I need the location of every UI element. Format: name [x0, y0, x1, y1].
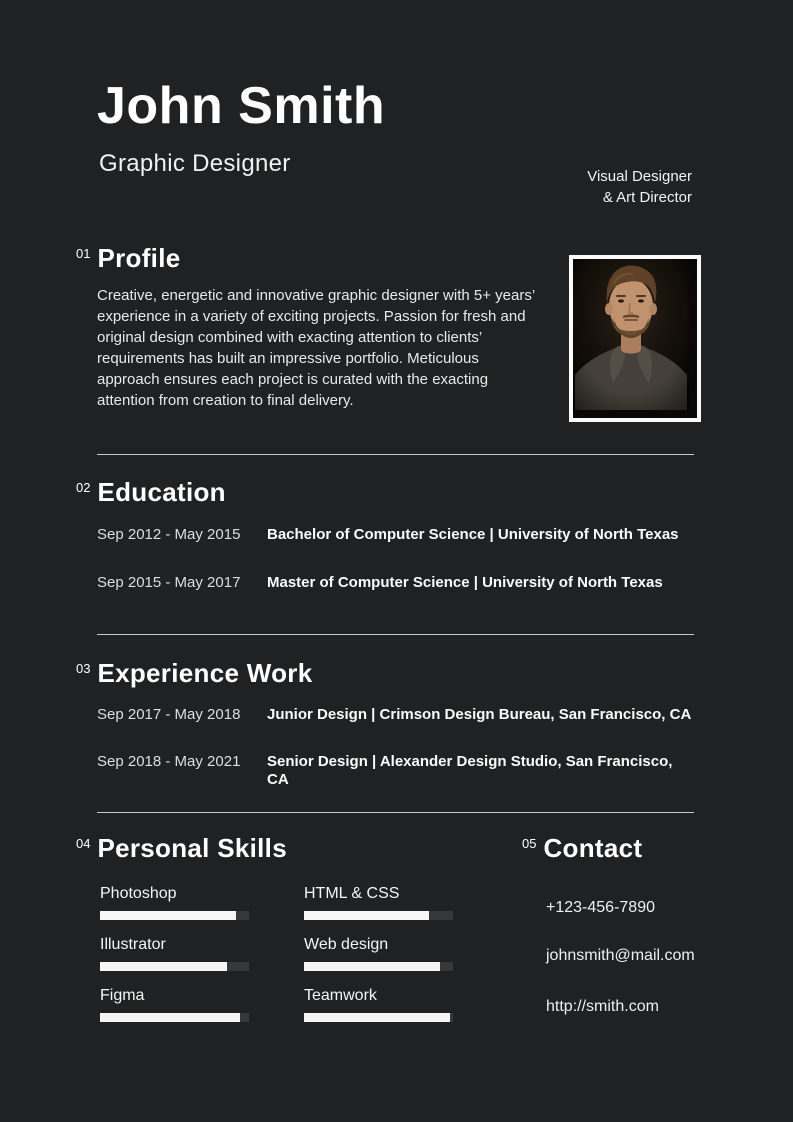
skill-bar-track — [304, 911, 453, 920]
section-number-education: 02 — [76, 480, 91, 495]
section-title-contact: Contact — [543, 833, 643, 863]
skill-bar-track — [304, 1013, 453, 1022]
skill-bar-fill — [304, 1013, 450, 1022]
skill-label: Photoshop — [100, 885, 177, 902]
skill-bar-fill — [100, 962, 227, 971]
skill-bar-fill — [100, 911, 236, 920]
education-description: Master of Computer Science | University of North Texas — [267, 574, 663, 591]
education-description: Bachelor of Computer Science | University of North Texas — [267, 526, 679, 543]
divider — [97, 634, 694, 635]
contact-phone: +123-456-7890 — [546, 899, 655, 916]
experience-description: Junior Design | Crimson Design Bureau, San Francisco, CA — [267, 706, 692, 723]
experience-date: Sep 2018 - May 2021 — [97, 753, 241, 770]
section-heading-profile — [76, 245, 180, 271]
role-subtitle: Graphic Designer — [99, 150, 291, 177]
skill-bar-track — [100, 1013, 249, 1022]
section-heading-experience — [76, 660, 312, 686]
skill-bar-track — [100, 962, 249, 971]
section-heading-contact — [522, 835, 642, 861]
portrait-photo — [569, 255, 701, 422]
section-title-profile: Profile — [97, 243, 181, 273]
side-role-line1: Visual Designer — [587, 168, 692, 185]
section-number-experience: 03 — [76, 661, 91, 676]
divider — [97, 454, 694, 455]
education-date: Sep 2012 - May 2015 — [97, 526, 241, 543]
contact-email: johnsmith@mail.com — [546, 947, 695, 964]
profile-summary: Creative, energetic and innovative graphic designer with 5+ years’ experience in a variety of exciting projects. Passion for fresh and original design combined with exacting attention to clients’ requirements has built an impressive portfolio. Meticulous approach ensures each project is curated with the exacting attention from creation to final delivery. — [97, 287, 535, 409]
skill-item — [100, 936, 249, 971]
section-number-profile: 01 — [76, 246, 91, 261]
education-date: Sep 2015 - May 2017 — [97, 574, 241, 591]
skill-bar-fill — [100, 1013, 240, 1022]
skill-item — [304, 885, 453, 920]
skill-label: HTML & CSS — [304, 885, 400, 902]
education-row — [97, 526, 697, 544]
skill-bar-fill — [304, 962, 440, 971]
experience-row — [97, 706, 697, 724]
side-role-line2: & Art Director — [602, 189, 692, 206]
experience-date: Sep 2017 - May 2018 — [97, 706, 241, 723]
section-heading-education — [76, 479, 226, 505]
page-title: John Smith — [97, 77, 386, 135]
skill-item — [304, 936, 453, 971]
experience-description: Senior Design | Alexander Design Studio, San Francisco, CA — [267, 753, 673, 788]
skill-bar-track — [304, 962, 453, 971]
divider — [97, 812, 694, 813]
education-row — [97, 574, 697, 592]
skill-label: Illustrator — [100, 936, 166, 953]
side-role — [587, 166, 692, 208]
skill-label: Teamwork — [304, 987, 377, 1004]
man-portrait-illustration — [573, 259, 689, 410]
section-title-experience: Experience Work — [97, 658, 313, 688]
section-heading-skills — [76, 835, 287, 861]
skill-item — [304, 987, 453, 1022]
skill-item — [100, 885, 249, 920]
skill-bar-fill — [304, 911, 429, 920]
section-number-contact: 05 — [522, 836, 537, 851]
skill-item — [100, 987, 249, 1022]
section-number-skills: 04 — [76, 836, 91, 851]
section-title-education: Education — [97, 477, 226, 507]
skill-label: Figma — [100, 987, 145, 1004]
contact-website: http://smith.com — [546, 998, 659, 1015]
skill-label: Web design — [304, 936, 389, 953]
skill-bar-track — [100, 911, 249, 920]
section-title-skills: Personal Skills — [97, 833, 287, 863]
experience-row — [97, 753, 697, 789]
